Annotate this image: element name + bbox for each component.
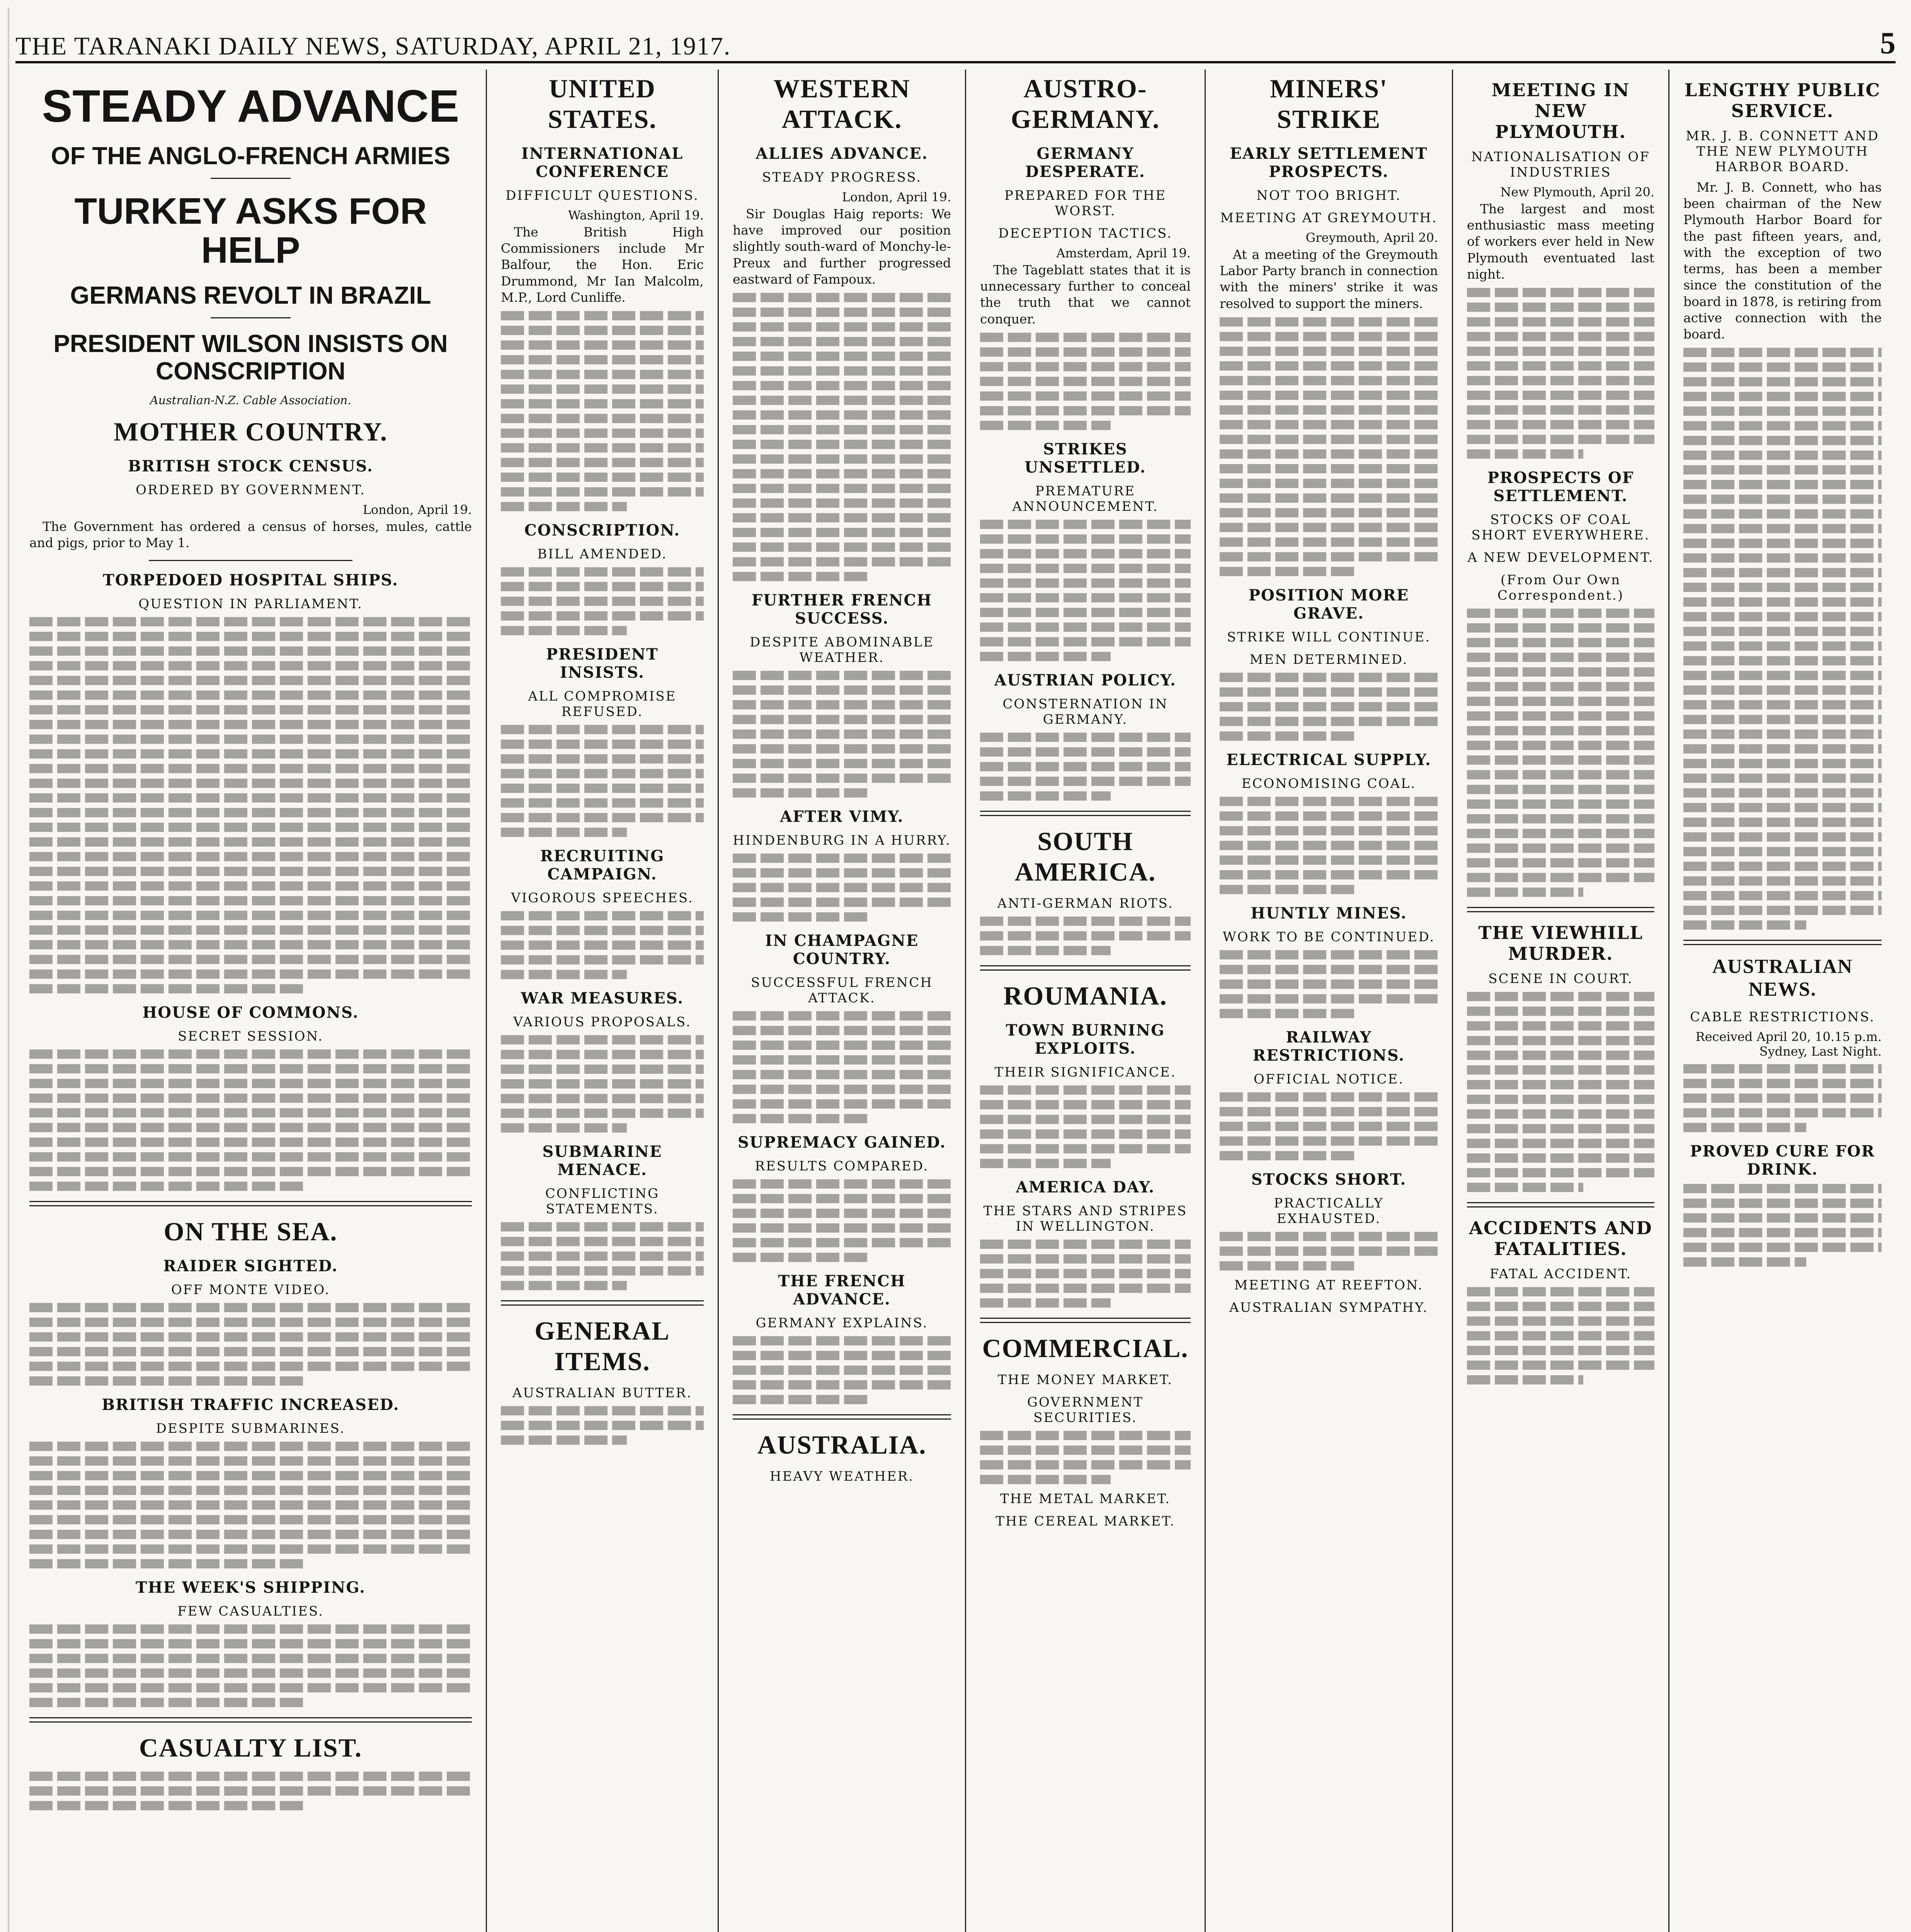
subhead: BILL AMENDED.	[537, 546, 667, 562]
subhead: STRIKES UNSETTLED.	[1024, 440, 1146, 476]
section-miners-strike: MINERS' STRIKE	[1270, 74, 1388, 134]
text-block	[1467, 992, 1654, 1192]
subhead: FEW CASUALTIES.	[177, 1603, 324, 1619]
subhead: SUCCESSFUL FRENCH ATTACK.	[751, 975, 933, 1006]
text-block	[1467, 609, 1654, 897]
subhead: DESPITE SUBMARINES.	[156, 1420, 345, 1436]
text-block	[980, 917, 1191, 955]
text-block	[501, 725, 704, 837]
column-2	[487, 70, 719, 1932]
subhead: AUSTRALIAN BUTTER.	[512, 1385, 693, 1401]
text-block	[29, 1442, 472, 1568]
subhead: NATIONALISATION OF INDUSTRIES	[1471, 149, 1650, 180]
double-rule	[980, 1318, 1191, 1323]
subhead: THE WEEK'S SHIPPING.	[135, 1578, 366, 1597]
section-casualty-list: CASUALTY LIST.	[139, 1733, 362, 1762]
text-block	[980, 1085, 1191, 1168]
double-rule	[29, 1717, 472, 1723]
subhead: RECRUITING CAMPAIGN.	[540, 847, 665, 884]
text-block	[501, 1222, 704, 1290]
subhead: RAILWAY RESTRICTIONS.	[1252, 1028, 1405, 1065]
text-block	[1220, 1092, 1438, 1160]
subhead: PROVED CURE FOR DRINK.	[1690, 1142, 1875, 1179]
subhead: PRESIDENT INSISTS.	[546, 645, 659, 682]
subhead: BRITISH STOCK CENSUS.	[128, 457, 373, 476]
column-7	[1669, 70, 1896, 1932]
text-block	[501, 567, 704, 635]
subhead: STOCKS OF COAL SHORT EVERYWHERE.	[1471, 512, 1650, 543]
subhead: EARLY SETTLEMENT PROSPECTS.	[1230, 145, 1428, 181]
text-block	[1683, 1184, 1882, 1267]
subhead: AUSTRALIAN SYMPATHY.	[1229, 1299, 1428, 1315]
subhead: GERMANY DESPERATE.	[1025, 145, 1145, 181]
subhead: DIFFICULT QUESTIONS.	[505, 188, 699, 203]
text-block	[1683, 1064, 1882, 1132]
subhead: THE FRENCH ADVANCE.	[778, 1272, 906, 1309]
double-rule	[980, 965, 1191, 971]
headline-turkey: TURKEY ASKS FOR HELP	[74, 190, 427, 271]
text-block	[1220, 797, 1438, 894]
subhead: AMERICA DAY.	[1016, 1178, 1155, 1196]
masthead-title: THE TARANAKI DAILY NEWS, SATURDAY, APRIL 21, 1917.	[15, 32, 731, 60]
subhead: (From Our Own Correspondent.)	[1497, 572, 1624, 604]
section-lengthy-service: LENGTHY PUBLIC SERVICE.	[1684, 80, 1881, 121]
text-block	[733, 293, 951, 581]
text-block	[733, 854, 951, 922]
dateline: Greymouth, April 20.	[1305, 230, 1438, 245]
subhead: DESPITE ABOMINABLE WEATHER.	[750, 634, 934, 666]
subhead: HUNTLY MINES.	[1251, 904, 1407, 922]
subhead: GOVERNMENT SECURITIES.	[1027, 1394, 1144, 1425]
text-block	[733, 1011, 951, 1123]
subhead: ALLIES ADVANCE.	[756, 145, 928, 163]
section-austro-germany: AUSTRO-GERMANY.	[1011, 74, 1160, 134]
subhead: TORPEDOED HOSPITAL SHIPS.	[103, 571, 398, 589]
subhead: MEETING AT REEFTON.	[1234, 1277, 1424, 1293]
subhead: CONFLICTING STATEMENTS.	[545, 1186, 660, 1217]
subhead: ANTI-GERMAN RIOTS.	[997, 895, 1174, 911]
text-block	[1220, 950, 1438, 1018]
double-rule	[29, 1201, 472, 1206]
subhead: ALL COMPROMISE REFUSED.	[528, 689, 677, 720]
article-text: Mr. J. B. Connett, who has been chairman of the New Plymouth Harbor Board for the past fifteen years, and, with the exception of two terms, has been a member since the constitution of the board in 1878, is retiring from active connection with the board.	[1683, 180, 1882, 342]
section-western-attack: WESTERN ATTACK.	[773, 74, 910, 134]
subhead: TOWN BURNING EXPLOITS.	[1006, 1021, 1165, 1058]
text-block	[733, 1179, 951, 1262]
text-block	[980, 333, 1191, 430]
double-rule	[1683, 940, 1882, 945]
subhead: PREMATURE ANNOUNCEMENT.	[1012, 483, 1159, 514]
subhead: THEIR SIGNIFICANCE.	[994, 1064, 1176, 1080]
subhead: STEADY PROGRESS.	[762, 170, 922, 185]
subhead: IN CHAMPAGNE COUNTRY.	[765, 932, 919, 968]
subhead: ECONOMISING COAL.	[1241, 776, 1416, 791]
section-accidents: ACCIDENTS AND FATALITIES.	[1469, 1218, 1652, 1260]
text-block	[980, 1240, 1191, 1308]
text-block	[733, 1336, 951, 1404]
dateline: Washington, April 19.	[568, 208, 704, 223]
double-rule	[733, 1414, 951, 1420]
article-text: Sir Douglas Haig reports: We have improved our position slightly south-ward of Monchy-le-Preux and further progressed eastward of Fampoux.	[733, 206, 951, 287]
double-rule	[1467, 1202, 1654, 1208]
text-block	[1467, 288, 1654, 459]
headline-steady-advance: STEADY ADVANCE	[42, 81, 459, 132]
article-text: The Government has ordered a census of horses, mules, cattle and pigs, prior to May 1.	[29, 519, 472, 551]
subhead: OFF MONTE VIDEO.	[171, 1282, 330, 1298]
subhead: AUSTRIAN POLICY.	[994, 671, 1176, 689]
section-commercial: COMMERCIAL.	[982, 1333, 1189, 1363]
subhead: PREPARED FOR THE WORST.	[1004, 188, 1167, 219]
subhead: MEN DETERMINED.	[1249, 651, 1408, 667]
section-viewhill-murder: THE VIEWHILL MURDER.	[1478, 922, 1643, 964]
subhead: WORK TO BE CONTINUED.	[1222, 929, 1435, 945]
subhead: CONSCRIPTION.	[524, 521, 681, 540]
subhead: POSITION MORE GRAVE.	[1248, 586, 1409, 622]
subhead: STOCKS SHORT.	[1251, 1170, 1407, 1189]
subhead: AFTER VIMY.	[780, 808, 904, 826]
section-mother-country: MOTHER COUNTRY.	[114, 417, 388, 447]
subhead: HOUSE OF COMMONS.	[142, 1003, 359, 1022]
subhead: THE MONEY MARKET.	[997, 1372, 1173, 1388]
subhead: HEAVY WEATHER.	[769, 1469, 914, 1485]
subhead: THE METAL MARKET.	[1000, 1491, 1171, 1507]
masthead	[15, 15, 1896, 63]
subhead: A NEW DEVELOPMENT.	[1467, 550, 1654, 566]
subhead: OFFICIAL NOTICE.	[1253, 1071, 1404, 1087]
subhead: MR. J. B. CONNETT AND THE NEW PLYMOUTH HARBOR BOARD.	[1686, 128, 1879, 175]
dateline: Received April 20, 10.15 p.m. Sydney, Last Night.	[1695, 1029, 1882, 1059]
divider	[149, 560, 352, 561]
text-block	[733, 671, 951, 798]
headline-anglo-french: OF THE ANGLO-FRENCH ARMIES	[51, 141, 451, 170]
column-5	[1206, 70, 1453, 1932]
subhead: ELECTRICAL SUPPLY.	[1226, 750, 1431, 769]
dateline: London, April 19.	[362, 502, 472, 517]
page-number: 5	[1880, 26, 1896, 60]
column-6	[1453, 70, 1669, 1932]
subhead: SECRET SESSION.	[178, 1028, 323, 1044]
double-rule	[1467, 907, 1654, 912]
subhead: SUPREMACY GAINED.	[737, 1133, 946, 1152]
subhead: FATAL ACCIDENT.	[1489, 1266, 1632, 1282]
text-block	[1683, 348, 1882, 930]
subhead: MEETING AT GREYMOUTH.	[1220, 210, 1438, 226]
column-3	[719, 70, 966, 1932]
text-block	[29, 1624, 472, 1707]
divider	[211, 317, 290, 318]
section-on-the-sea: ON THE SEA.	[163, 1216, 338, 1246]
dateline: London, April 19.	[842, 190, 951, 204]
subhead: GERMANY EXPLAINS.	[756, 1315, 928, 1331]
text-block	[29, 1049, 472, 1191]
subhead: QUESTION IN PARLIAMENT.	[138, 596, 363, 612]
subhead: CONSTERNATION IN GERMANY.	[1002, 696, 1168, 727]
subhead: THE CEREAL MARKET.	[995, 1513, 1175, 1529]
text-block	[501, 1406, 704, 1445]
article-text: The Tageblatt states that it is unnecessary further to conceal the truth that we cannot conquer.	[980, 262, 1191, 327]
subhead: INTERNATIONAL CONFERENCE	[521, 145, 684, 181]
text-block	[29, 617, 472, 993]
section-australian-news: AUSTRALIAN NEWS.	[1712, 956, 1853, 1001]
subhead: RAIDER SIGHTED.	[163, 1257, 338, 1275]
text-block	[501, 1035, 704, 1133]
subhead: VIGOROUS SPEECHES.	[511, 890, 694, 906]
text-block	[29, 1772, 472, 1810]
headline-brazil: GERMANS REVOLT IN BRAZIL	[70, 281, 431, 309]
text-block	[501, 311, 704, 511]
subhead: PROSPECTS OF SETTLEMENT.	[1487, 469, 1634, 505]
subhead: PRACTICALLY EXHAUSTED.	[1274, 1195, 1384, 1226]
article-text: At a meeting of the Greymouth Labor Party branch in connection with the miners' strike it was resolved to support the miners.	[1220, 247, 1438, 311]
subhead: BRITISH TRAFFIC INCREASED.	[102, 1395, 400, 1414]
subhead: DECEPTION TACTICS.	[998, 226, 1172, 241]
subhead: NOT TOO BRIGHT.	[1256, 188, 1401, 203]
subhead: HINDENBURG IN A HURRY.	[733, 833, 951, 849]
subhead: FURTHER FRENCH SUCCESS.	[751, 591, 933, 628]
subhead: SUBMARINE MENACE.	[542, 1143, 662, 1179]
text-block	[980, 733, 1191, 801]
text-block	[980, 520, 1191, 661]
text-block	[501, 911, 704, 979]
section-general-items: GENERAL ITEMS.	[534, 1316, 670, 1376]
column-4	[966, 70, 1206, 1932]
double-rule	[501, 1300, 704, 1306]
headline-wilson: PRESIDENT WILSON INSISTS ON CONSCRIPTION	[53, 330, 448, 385]
subhead: THE STARS AND STRIPES IN WELLINGTON.	[983, 1203, 1188, 1234]
section-roumania: ROUMANIA.	[1003, 981, 1167, 1010]
subhead: STRIKE WILL CONTINUE.	[1227, 629, 1431, 645]
text-block	[29, 1303, 472, 1386]
subhead: CABLE RESTRICTIONS.	[1690, 1009, 1875, 1025]
section-united-states: UNITED STATES.	[548, 74, 657, 134]
byline: Australian-N.Z. Cable Association.	[150, 394, 351, 408]
section-meeting: MEETING IN NEW PLYMOUTH.	[1491, 80, 1630, 142]
subhead: ORDERED BY GOVERNMENT.	[136, 482, 366, 498]
subhead: WAR MEASURES.	[521, 989, 684, 1008]
article-text: The largest and most enthusiastic mass meeting of workers ever held in New Plymouth eventuated last night.	[1467, 201, 1654, 282]
text-block	[1220, 317, 1438, 576]
column-1	[15, 70, 487, 1932]
double-rule	[980, 811, 1191, 816]
text-block	[980, 1431, 1191, 1484]
dateline: Amsterdam, April 19.	[1056, 246, 1191, 260]
section-south-america: SOUTH AMERICA.	[1014, 826, 1156, 886]
dateline: New Plymouth, April 20.	[1500, 185, 1654, 199]
subhead: SCENE IN COURT.	[1488, 971, 1633, 987]
text-block	[1220, 673, 1438, 741]
subhead: RESULTS COMPARED.	[755, 1158, 929, 1174]
divider	[211, 178, 290, 179]
subhead: VARIOUS PROPOSALS.	[513, 1014, 691, 1030]
article-text: The British High Commissioners include Mr Balfour, the Hon. Eric Drummond, Mr Ian Malcolm, M.P., Lord Cunliffe.	[501, 224, 704, 305]
text-block	[1220, 1232, 1438, 1270]
section-australia: AUSTRALIA.	[757, 1430, 927, 1460]
text-block	[1467, 1287, 1654, 1384]
